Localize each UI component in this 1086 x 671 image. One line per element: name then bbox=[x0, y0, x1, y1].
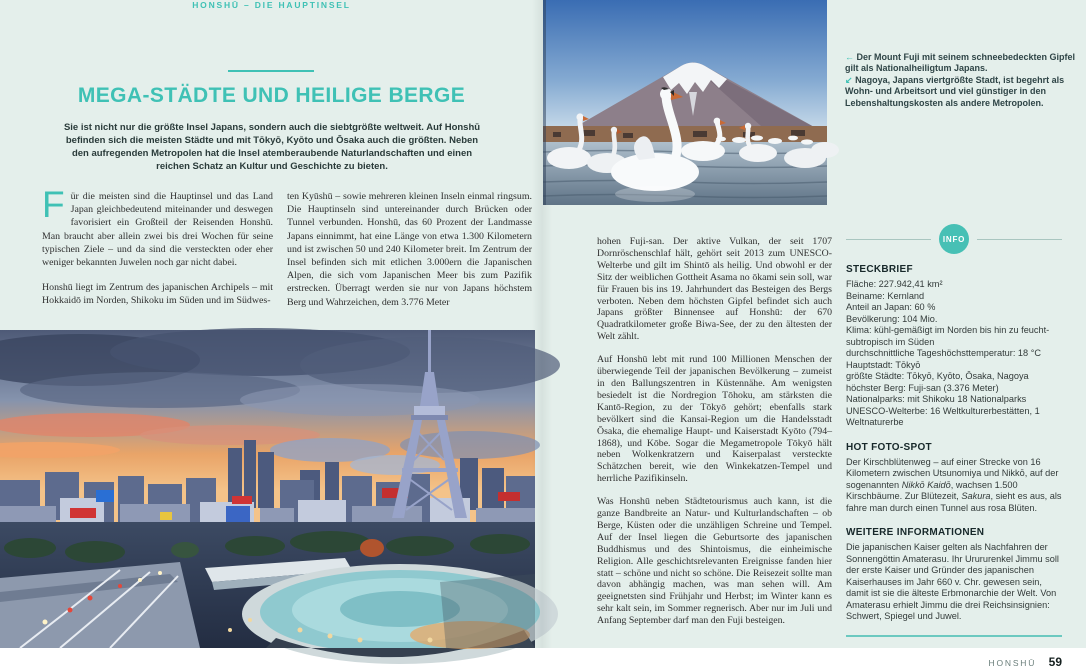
fact-line: Fläche: 227.942,41 km² bbox=[846, 279, 943, 289]
folio-chapter: HONSHŪ bbox=[988, 657, 1037, 668]
body-column-1 bbox=[42, 184, 273, 320]
text-part-italic: Sakura bbox=[961, 491, 991, 501]
info-sidebar bbox=[846, 224, 1062, 671]
paragraph-text: ür die meisten sind die Hauptinsel und das Land Japan gleichbedeutend miteinander und deswegen favorisiert ein Großteil der Reisenden Honshū. Man braucht aber allein zwei bis drei Wochen für seine typischen Ziele – und da sind die versteckten oder eher weniger bekannten Juwelen noch gar nicht dabei. bbox=[42, 191, 273, 269]
fact-line: Beiname: Kernland bbox=[846, 290, 925, 301]
text-part: Der Kirschblütenweg – auf einer Strecke von 16 Kilometern zwischen Utsunomiya und Nikkō, auf der sogenannten bbox=[846, 456, 1059, 490]
body-paragraph: Was Honshū neben Städtetourismus auch kann, ist die ganze Bandbreite an Natur- und Kulturlandschaften – ob Berge, Küsten oder die unzähligen Schreine und Tempel. Auf der Insel liegen die Geburtsorte des japanischen Buddhismus und des Shintoismus, die einheimische Religion. Alle geschichtsrelevanten Ereignisse fanden hier statt – schöne und nicht so schöne. Die Reisezeit sollte man davon abhängig machen, was man sehen will. Am geeignetsten sind Frühjahr und Herbst; im Winter kann es sehr kalt sein, im Sommer regnerisch. Aber nur im Juli und Anfang September darf man den Fuji besteigen. bbox=[597, 496, 832, 627]
text-part-italic: Nikkō Kaidō bbox=[901, 479, 951, 490]
body-paragraph: ten Kyūshū – sowie mehreren kleinen Inseln einmal ringsum. Die Hauptinseln sind untereinander durch Brücken oder Tunnel verbunden. Honshū, das 60 Prozent der Landmasse Japans einnimmt, hat eine Länge von etwa 1.300 Kilometern und ist zwischen 50 und 240 Kilometer breit. Im Zentrum der Insel befinden sich mit etlichen 3.000ern die Japanischen Alpen, die sich vom Japanischen Meer bis zum Pazifik erstrecken. Überragt werden sie nur von Japans höchstem Berg und Wahrzeichen, dem 3.776 Meter bbox=[287, 191, 532, 308]
body-paragraph: Auf Honshū lebt mit rund 100 Millionen Menschen der überwiegende Teil der japanischen Bevölkerung – zumeist in den Ballungszentren in Küstennähe. Am wenigsten besiedelt ist die Nordregion Tōhoku, am stärksten die Kantō-Region, zu der Tōkyō gehört; ebenfalls stark bevölkert sind die Kansai-Region um die Handelsstadt Ōsaka, die ehemalige Haupt- und Kaiserstadt Kyōto (794–1868), und Kōbe. Sogar die Megametropole Tōkyō hält neben Wolkenkratzern und Kaiserpalast versteckte Schätzchen bereit, wie den Winkekatzen-Tempel und herrliche Pazifikinseln. bbox=[597, 354, 832, 485]
photo-captions bbox=[845, 52, 1078, 109]
weitere-info-heading: WEITERE INFORMATIONEN bbox=[846, 527, 985, 538]
fact-line: Bevölkerung: 104 Mio. bbox=[846, 313, 938, 324]
text-part: , wachsen 1.500 Kirschbäume. Zur Blütezeit, bbox=[846, 479, 1018, 501]
nagoya-photo-art bbox=[0, 330, 535, 648]
section-kicker: HONSHŪ – DIE HAUPTINSEL bbox=[192, 0, 351, 10]
fact-line: Anteil an Japan: 60 % bbox=[846, 302, 936, 312]
page-title: MEGA-STÄDTE UND HEILIGE BERGE bbox=[77, 84, 466, 107]
divider-line bbox=[977, 239, 1062, 240]
fuji-photo-art bbox=[543, 0, 827, 205]
steckbrief-facts bbox=[846, 279, 1062, 429]
weitere-info-text: Die japanischen Kaiser gelten als Nachfahren der Sonnengöttin Amaterasu. Ihr Urururenkel Jimmu soll der erste Kaiser und Gründer des japanischen Kaiserhauses im Jahr 660 v. Chr. gewesen sein, damit ist sie die älteste Erbmonarchie der Welt. Von Amaterasu erhielt Jimmu die drei Reichsinsignien: Schwert, Spiegel und Juwel. bbox=[846, 542, 1059, 621]
text-part: , sieht es aus, als fahre man durch einen Tunnel aus rosa Blüten. bbox=[846, 491, 1062, 513]
fact-line: durchschnittliche Tageshöchsttemperatur: 18 °C bbox=[846, 348, 1042, 358]
body-paragraph: Honshū liegt im Zentrum des japanischen Archipels – mit Hokkaidō im Norden, Shikoku im Süden und im Südwes- bbox=[42, 282, 273, 307]
body-paragraph: hohen Fuji-san. Der aktive Vulkan, der seit 1707 Dornröschenschlaf hält, gehört seit 2013 zum UNESCO-Welterbe und gilt im Shintō als heilig. Und obwohl er der Sitz der weiblichen Gottheit Asama no ōkami sein soll, war für Frauen bis ins 19. Jahrhundert das Besteigen des Bergs verboten. Neben dem höchsten Gipfel befindet sich auch Japans größter Binnensee auf Honshū: der 670 Quadratkilometer große Biwa-See, der zu den ältesten der Welt zählt. bbox=[597, 236, 832, 343]
fact-line: Nationalparks: mit Shikoku 18 Nationalparks bbox=[846, 394, 1027, 404]
kicker-rule bbox=[228, 70, 314, 72]
fact-line: Hauptstadt: Tōkyō bbox=[846, 359, 921, 370]
body-paragraph bbox=[42, 184, 273, 269]
fact-line: höchster Berg: Fuji-san (3.376 Meter) bbox=[846, 382, 999, 393]
fact-line: UNESCO-Welterbe: 16 Weltkulturerbestätten, 1 Weltnaturerbe bbox=[846, 405, 1040, 427]
nagoya-cityscape-photo bbox=[0, 330, 535, 648]
mount-fuji-photo bbox=[543, 0, 827, 205]
info-badge-row bbox=[846, 224, 1062, 254]
drop-cap: F bbox=[42, 184, 65, 225]
main-text-column bbox=[597, 236, 832, 638]
sidebar-bottom-rule bbox=[846, 635, 1062, 637]
page-folio bbox=[846, 653, 1062, 671]
caption-text-fuji: Der Mount Fuji mit seinem schneebedeckten Gipfel gilt als Nationalheiligtum Japans. bbox=[845, 52, 1076, 74]
steckbrief-heading: STECKBRIEF bbox=[846, 264, 913, 275]
fact-line: Klima: kühl-gemäßigt im Norden bis hin zu feucht-subtropisch im Süden bbox=[846, 325, 1050, 347]
intro-paragraph: Sie ist nicht nur die größte Insel Japans, sondern auch die siebtgrößte weltweit. Auf Honshū befinden sich die meisten Städte und mit Tōkyō, Kyōto und Ōsaka auch die größten. Neben den aufregenden Metropolen hat die Insel atemberaubende Naturlandschaften und einen reichen Schatz an Kultur und Geschichte zu bieten. bbox=[63, 122, 481, 172]
folio-page-number: 59 bbox=[1048, 654, 1062, 669]
arrow-left-icon: ← bbox=[845, 52, 854, 62]
foto-spot-text bbox=[846, 457, 1062, 515]
caption-text-nagoya: Nagoya, Japans viertgrößte Stadt, ist begehrt als Wohn- und Arbeitsort und viel günstiger in den Lebenshaltungskosten als andere Metropolen. bbox=[845, 74, 1065, 108]
foto-spot-heading: HOT FOTO-SPOT bbox=[846, 441, 932, 453]
divider-line bbox=[846, 239, 931, 240]
fact-line: größte Städte: Tōkyō, Kyōto, Ōsaka, Nagoya bbox=[846, 371, 1029, 381]
info-badge: INFO bbox=[939, 224, 969, 254]
arrow-lower-left-icon: ↙ bbox=[845, 74, 853, 85]
body-column-2 bbox=[287, 190, 532, 321]
